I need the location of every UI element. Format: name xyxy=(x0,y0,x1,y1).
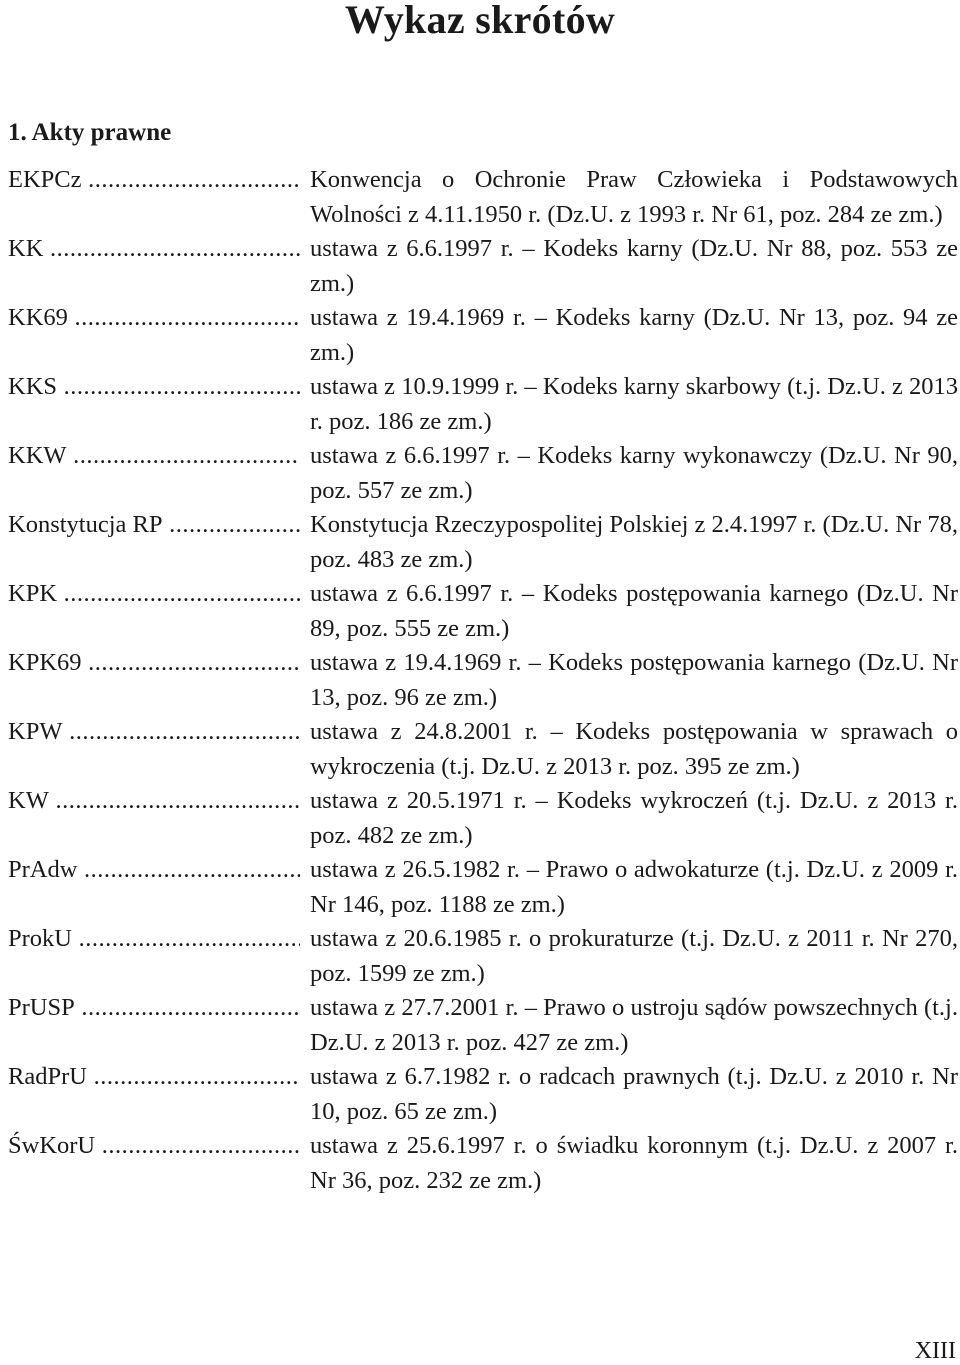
abbreviation xyxy=(8,715,300,750)
list-item xyxy=(8,577,958,646)
abbreviation xyxy=(8,991,300,1026)
abbreviation xyxy=(8,646,300,681)
abbreviation xyxy=(8,439,300,474)
list-item xyxy=(8,508,958,577)
list-item xyxy=(8,301,958,370)
abbreviation-label: KPK69 ..... xyxy=(8,649,300,676)
section-heading: 1. Akty prawne xyxy=(8,119,172,146)
abbreviation-label: ProkU ..... xyxy=(8,925,300,952)
list-item xyxy=(8,922,958,991)
list-item xyxy=(8,715,958,784)
abbreviation xyxy=(8,301,300,336)
abbreviation-label: KPW ..... xyxy=(8,718,300,745)
abbreviation xyxy=(8,232,300,267)
abbreviation-label: PrAdw ..... xyxy=(8,856,300,883)
abbreviation xyxy=(8,163,300,198)
list-item xyxy=(8,1129,958,1198)
abbreviation-label: Konstytucja RP ..... xyxy=(8,511,300,538)
abbreviation xyxy=(8,922,300,957)
abbreviation-description: ustawa z 24.8.2001 r. – Kodeks postępowania w sprawach o wykroczenia (t.j. Dz.U. z 2013 r. poz. 395 ze zm.) xyxy=(310,718,958,780)
abbreviation-description: ustawa z 10.9.1999 r. – Kodeks karny skarbowy (t.j. Dz.U. z 2013 r. poz. 186 ze zm.) xyxy=(310,373,958,435)
abbreviation-label: KK69 ..... xyxy=(8,304,300,331)
abbreviation-label: KW ..... xyxy=(8,787,300,814)
abbreviation-description: ustawa z 20.5.1971 r. – Kodeks wykroczeń (t.j. Dz.U. z 2013 r. poz. 482 ze zm.) xyxy=(310,787,958,849)
abbreviation-description: ustawa z 20.6.1985 r. o prokuraturze (t.j. Dz.U. z 2011 r. Nr 270, poz. 1599 ze zm.) xyxy=(310,925,958,987)
list-item xyxy=(8,1060,958,1129)
abbreviation xyxy=(8,370,300,405)
abbreviation-label: KK ..... xyxy=(8,235,300,262)
list-item xyxy=(8,370,958,439)
abbreviation-description: Konstytucja Rzeczypospolitej Polskiej z 2.4.1997 r. (Dz.U. Nr 78, poz. 483 ze zm.) xyxy=(310,511,958,573)
abbreviation-description: ustawa z 6.6.1997 r. – Kodeks karny (Dz.U. Nr 88, poz. 553 ze zm.) xyxy=(310,235,958,297)
list-item xyxy=(8,163,958,232)
abbreviation-description: ustawa z 19.4.1969 r. – Kodeks karny (Dz.U. Nr 13, poz. 94 ze zm.) xyxy=(310,304,958,366)
abbreviation-description: ustawa z 26.5.1982 r. – Prawo o adwokaturze (t.j. Dz.U. z 2009 r. Nr 146, poz. 1188 ze zm.) xyxy=(310,856,958,918)
abbreviation-label: KKS ..... xyxy=(8,373,300,400)
abbreviation xyxy=(8,784,300,819)
list-item xyxy=(8,646,958,715)
abbreviation-description: ustawa z 6.6.1997 r. – Kodeks karny wykonawczy (Dz.U. Nr 90, poz. 557 ze zm.) xyxy=(310,442,958,504)
abbreviation-label: KPK ..... xyxy=(8,580,300,607)
abbreviation-description: Konwencja o Ochronie Praw Człowieka i Podstawowych Wolności z 4.11.1950 r. (Dz.U. z 1993 r. Nr 61, poz. 284 ze zm.) xyxy=(310,166,958,228)
abbreviation xyxy=(8,1129,300,1164)
abbreviation-description: ustawa z 25.6.1997 r. o świadku koronnym (t.j. Dz.U. z 2007 r. Nr 36, poz. 232 ze zm.) xyxy=(310,1132,958,1194)
abbreviation-label: EKPCz ..... xyxy=(8,166,300,193)
abbreviation xyxy=(8,1060,300,1095)
abbreviation-list xyxy=(8,163,958,1198)
list-item xyxy=(8,439,958,508)
abbreviation xyxy=(8,853,300,888)
list-item xyxy=(8,232,958,301)
abbreviation-label: ŚwKorU ..... xyxy=(8,1132,300,1159)
page-title: Wykaz skrótów xyxy=(344,0,616,42)
abbreviation-description: ustawa z 6.7.1982 r. o radcach prawnych (t.j. Dz.U. z 2010 r. Nr 10, poz. 65 ze zm.) xyxy=(310,1063,958,1125)
abbreviation-description: ustawa z 6.6.1997 r. – Kodeks postępowania karnego (Dz.U. Nr 89, poz. 555 ze zm.) xyxy=(310,580,958,642)
abbreviation-label: RadPrU ..... xyxy=(8,1063,300,1090)
abbreviation-description: ustawa z 19.4.1969 r. – Kodeks postępowania karnego (Dz.U. Nr 13, poz. 96 ze zm.) xyxy=(310,649,958,711)
list-item xyxy=(8,853,958,922)
abbreviation xyxy=(8,508,300,543)
abbreviation xyxy=(8,577,300,612)
list-item xyxy=(8,784,958,853)
list-item xyxy=(8,991,958,1060)
abbreviation-label: KKW ..... xyxy=(8,442,300,469)
abbreviation-description: ustawa z 27.7.2001 r. – Prawo o ustroju sądów powszechnych (t.j. Dz.U. z 2013 r. poz. 427 ze zm.) xyxy=(310,994,958,1056)
abbreviation-label: PrUSP ..... xyxy=(8,994,300,1021)
page-number: XIII xyxy=(914,1338,956,1364)
